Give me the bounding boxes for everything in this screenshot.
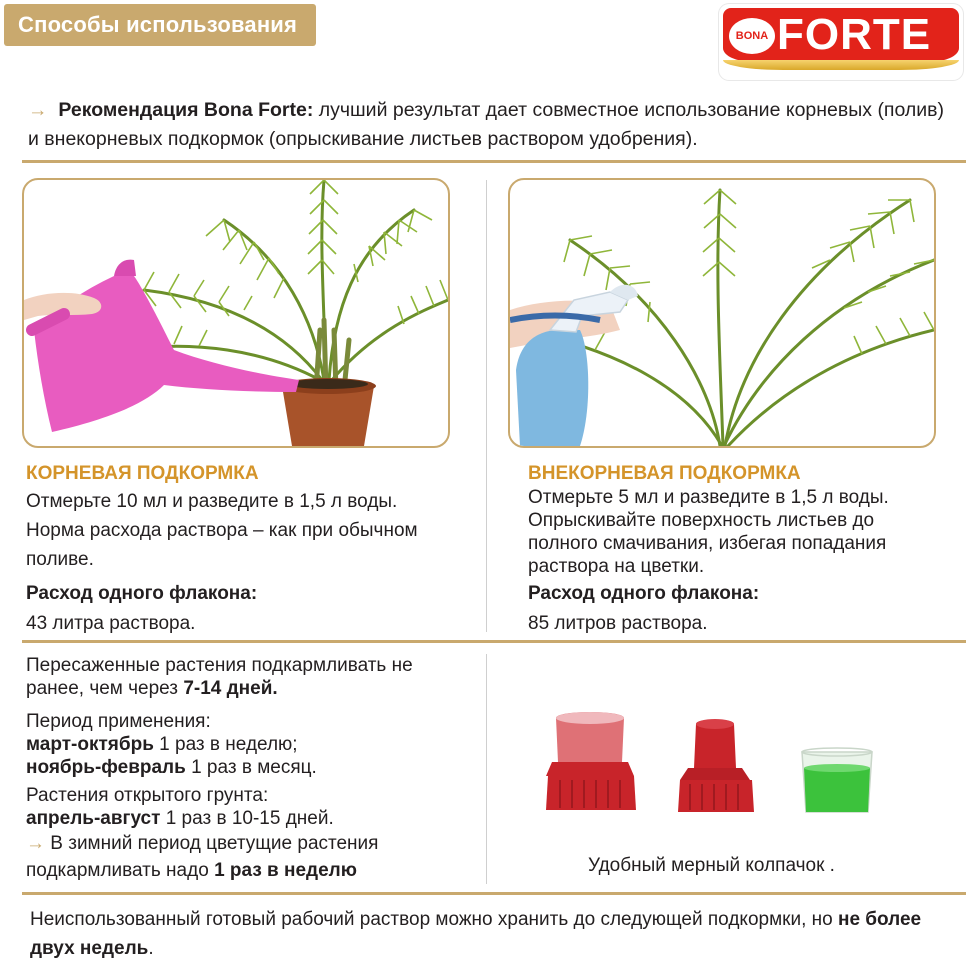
bona-forte-logo — [719, 4, 963, 80]
cap-red — [678, 719, 754, 812]
period-row-winter: ноябрь-февраль 1 раз в месяц. — [26, 757, 317, 778]
spray-palm-illustration — [510, 180, 934, 446]
outdoor-row: апрель-август 1 раз в 10-15 дней. — [26, 808, 334, 829]
foliar-dosage: Отмерьте 5 мл и разведите в 1,5 л воды. — [528, 487, 889, 508]
root-dosage: Отмерьте 10 мл и разведите в 1,5 л воды. — [26, 491, 398, 512]
foliar-feeding-photo — [508, 178, 936, 448]
intro-recommendation — [28, 96, 948, 154]
root-feeding-photo — [22, 178, 450, 448]
intro-text: лучший результат дает совместное использование корневых (полив) и внекорневых подкормок (опрыскивание листьев раствором удобрения). — [28, 99, 945, 150]
transplant-note: Пересаженные растения подкармливать не ранее, чем через 7-14 дней. — [26, 655, 413, 699]
outdoor-label: Растения открытого грунта: — [26, 785, 269, 806]
divider-bottom — [22, 892, 966, 895]
root-feeding-title: КОРНЕВАЯ ПОДКОРМКА — [26, 463, 259, 484]
application-period — [26, 710, 446, 779]
outdoor-plants — [26, 784, 446, 830]
storage-note: Неиспользованный готовый рабочий раствор можно хранить до следующей подкормки, но не более двух недель. — [30, 909, 922, 959]
intro-bold: Рекомендация Bona Forte: — [58, 99, 314, 121]
column-divider — [486, 180, 487, 632]
root-consumption-label: Расход одного флакона: — [26, 583, 258, 604]
foliar-feeding-title: ВНЕКОРНЕВАЯ ПОДКОРМКА — [528, 463, 801, 484]
winter-note: → В зимний период цветущие растения подкармливать надо 1 раз в неделю — [26, 833, 379, 881]
cap-caption: Удобный мерный колпачок . — [588, 855, 835, 876]
divider-middle — [22, 640, 966, 643]
measuring-caps-illustration — [530, 700, 890, 830]
period-label: Период применения: — [26, 711, 211, 732]
foliar-consumption-label: Расход одного флакона: — [528, 583, 760, 604]
column-divider-lower — [486, 654, 487, 884]
arrow-icon: → — [28, 99, 48, 121]
root-consumption-value: 43 литра раствора. — [26, 613, 196, 634]
period-row-summer: март-октябрь 1 раз в неделю; — [26, 734, 298, 755]
logo-bona-oval: BONA — [729, 18, 775, 54]
section-header: Способы использования — [4, 4, 316, 46]
cap-with-clear-top — [546, 712, 636, 810]
watering-palm-illustration — [24, 180, 448, 446]
foliar-instructions: Опрыскивайте поверхность листьев до полного смачивания, избегая попадания раствора на цветки. — [528, 510, 887, 577]
logo-gold-swoosh — [723, 60, 959, 70]
foliar-consumption-value: 85 литров раствора. — [528, 613, 708, 634]
root-norm: Норма расхода раствора – как при обычном поливе. — [26, 520, 418, 570]
arrow-icon: → — [26, 833, 45, 854]
logo-forte-text: FORTE — [777, 10, 932, 59]
divider-top — [22, 160, 966, 163]
measuring-beaker — [802, 748, 872, 812]
